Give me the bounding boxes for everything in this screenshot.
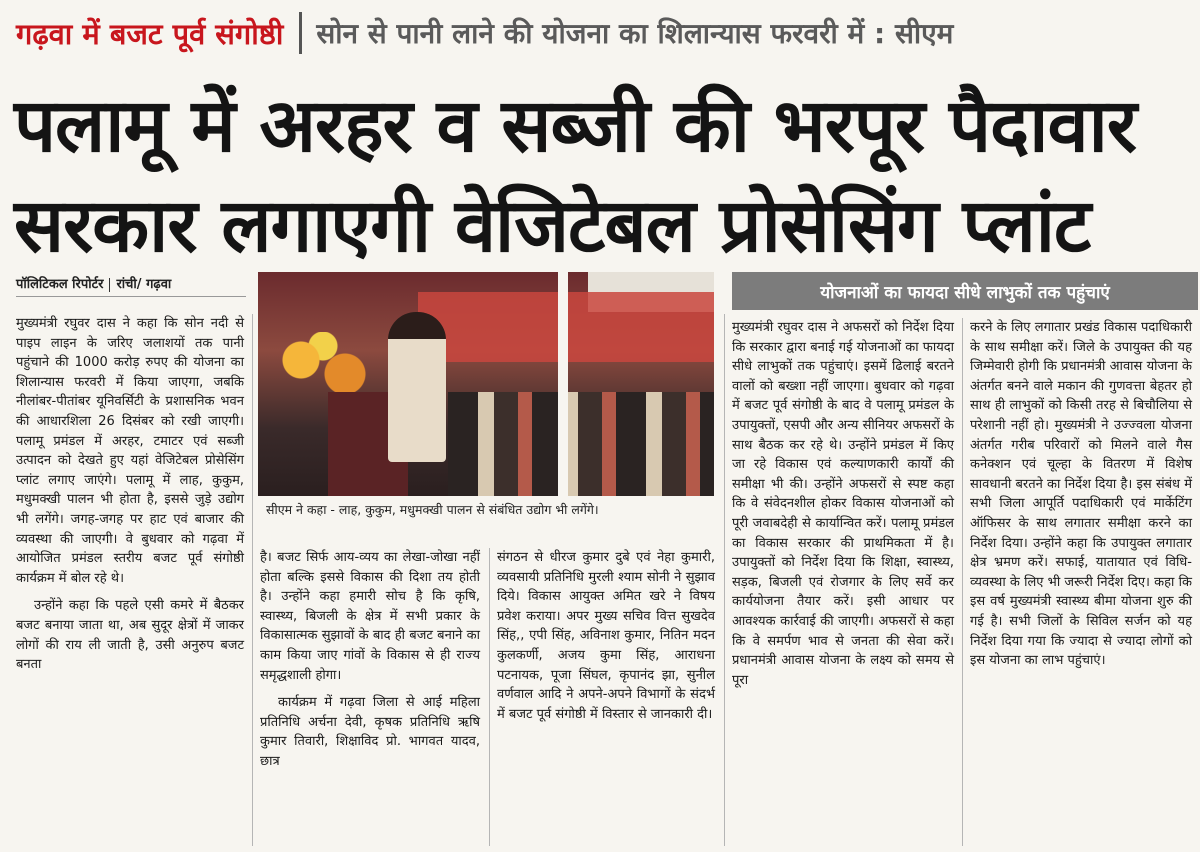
column-3-para-1: संगठन से धीरज कुमार दुबे एवं नेहा कुमारी, व्यवसायी प्रतिनिधि मुरली श्याम सोनी ने सुझाव दिये। विकास आयुक्त अमित खरे ने विषय प्रवेश कराया। अपर मुख्य सचिव वित्त सुखदेव सिंह,, एपी सिंह, अविनाश कुमार, नितिन मदन कुलकर्णी, अजय कुमा सिंह, आराधना पटनायक, पूजा सिंघल, कृपानंद झा, सुनील वर्णवाल आदि ने अपने-अपने विभागों के संदर्भ में बजट पूर्व संगोष्ठी में विस्तार से जानकारी दी। [497, 550, 715, 722]
column-1 [16, 314, 244, 675]
column-2-para-1: है। बजट सिर्फ आय-व्यय का लेखा-जोखा नहीं होता बल्कि इससे विकास की दिशा तय होती है। उन्होंने कहा हमारी सोच है कि कृषि, स्वास्थ्य, बिजली के क्षेत्र में सभी प्रकार के विकासात्मक सुझावों के बाद ही बजट बनाने का काम किया जाए गांवों के विकास से ही राज्य समृद्धशाली होगा। [260, 550, 480, 683]
column-5 [970, 318, 1192, 671]
column-1-para-1: मुख्यमंत्री रघुवर दास ने कहा कि सोन नदी से पाइप लाइन के जरिए जलाशयों तक पानी पहुंचाने की 1000 करोड़ रुपए की योजना का शिलान्यास फरवरी में किया जाएगा, जबकि नीलांबर-पीतांबर यूनिवर्सिटी के प्रशासनिक भवन की आधारशिला 26 दिसंबर को रखी जाएगी। पलामू प्रमंडल में अरहर, टमाटर एवं सब्जी उत्पादन को देखते हुए यहां वेजिटेबल प्रोसेसिंग प्लांट लगाए जाएंगे। पलामू में लाह, कुकुम, मधुमक्खी पालन भी होता है, इससे जुड़े उद्योग भी लगेंगे। जगह-जगह पर हाट एवं बाजार की व्यवस्था की जाएगी। वे बुधवार को गढ़वा में आयोजित प्रमंडल स्तरीय बजट पूर्व संगोष्ठी कार्यक्रम में बोल रहे थे। [16, 316, 244, 586]
column-rule-4 [962, 318, 963, 846]
sidebar-heading: योजनाओं का फायदा सीधे लाभुकों तक पहुंचाएं [732, 272, 1198, 310]
photo-divider [558, 272, 568, 496]
byline-rule [16, 296, 246, 297]
column-4-para-1: मुख्यमंत्री रघुवर दास ने अफसरों को निर्देश दिया कि सरकार द्वारा बनाई गई योजनाओं का फायदा सीधे लाभुकों तक पहुंचाएं। इसमें ढिलाई बरतने वालों को बख्शा नहीं जाएगा। बुधवार को गढ़वा में बजट पूर्व संगोष्ठी के बाद वे पलामू प्रमंडल के उपायुक्तों, एसपी और अन्य सीनियर अफसरों के साथ बैठक कर रहे थे। उन्होंने प्रमंडल में किए जा रहे विकास एवं कल्याणकारी कार्यों की समीक्षा भी की। उन्होंने अफसरों से स्पष्ट कहा कि वे संवेदनशील होकर विकास योजनाओं को पूरी जवाबदेही से कार्यान्वित करें। पलामू प्रमंडल का विकास सरकार की प्राथमिकता में है। उपायुक्तों को निर्देश दिया कि शिक्षा, स्वास्थ्य, सड़क, बिजली एवं रोजगार के लिए सर्वे कर कार्ययोजना तैयार करें। इसी आधार पर आवश्यक कार्रवाई की जाएगी। अफसरों से कहा कि वे समर्पण भाव से जनता की सेवा करें। प्रधानमंत्री आवास योजना के लक्ष्य को समय से पूरा [732, 320, 954, 688]
column-5-para-1: करने के लिए लगातार प्रखंड विकास पदाधिकारी के साथ समीक्षा करें। जिले के उपायुक्त की यह जिम्मेवारी होगी कि प्रधानमंत्री आवास योजना के अंतर्गत बनने वाले मकान की गुणवत्ता बेहतर हो साथ ही लाभुकों को किसी तरह से बिचौलिया से परेशानी नहीं हो। मुख्यमंत्री ने उज्ज्वला योजना अंतर्गत गरीब परिवारों को मिलने वाले गैस कनेक्शन एवं चूल्हा के वितरण में विशेष सावधानी बरतने का निर्देश दिया है। इस संबंध में सभी जिला आपूर्ति पदाधिकारी एवं मार्केटिंग ऑफिसर के साथ लगातार समीक्षा करने का निर्देश दिया। उन्होंने कहा कि उपायुक्त लगातार क्षेत्र भ्रमण करें। सफाई, यातायात एवं विधि-व्यवस्था के लिए भी जरूरी निर्देश दिए। कहा कि इस वर्ष मुख्यमंत्री स्वास्थ्य बीमा योजना शुरु की गई है। सभी जिलों के सिविल सर्जन को यह निर्देश दिया गया कि ज्यादा से ज्यादा लोगों को इस योजना का लाभ पहुंचाएं। [970, 320, 1192, 669]
column-2-para-2: कार्यक्रम में गढ़वा जिला से आई महिला प्रतिनिधि अर्चना देवी, कृषक प्रतिनिधि ऋषि कुमार तिवारी, शिक्षाविद प्रो. भागवत यादव, छात्र [260, 695, 480, 769]
byline-place: रांची/ गढ़वा [116, 277, 172, 292]
column-rule-2 [489, 548, 490, 846]
kicker-red: गढ़वा में बजट पूर्व संगोष्ठी [16, 16, 284, 51]
photo-speaker [388, 312, 446, 462]
event-photo [258, 272, 714, 496]
byline [16, 274, 171, 292]
headline-line-2: सरकार लगाएगी वेजिटेबल प्रोसेसिंग प्लांट [14, 183, 1091, 269]
kicker-divider [299, 12, 302, 54]
photo-caption: सीएम ने कहा - लाह, कुकुम, मधुमक्खी पालन से संबंधित उद्योग भी लगेंगे। [266, 502, 599, 517]
photo-audience [448, 392, 714, 496]
column-rule-1 [252, 314, 253, 846]
byline-reporter: पॉलिटिकल रिपोर्टर [16, 277, 104, 292]
column-1-para-2: उन्होंने कहा कि पहले एसी कमरे में बैठकर बजट बनाया जाता था, अब सुदूर क्षेत्रों में जाकर लोगों की राय ली जाती है, उसी अनुरुप बजट बनता [16, 598, 244, 673]
headline-line-1: पलामू में अरहर व सब्जी की भरपूर पैदावार [14, 83, 1137, 169]
column-2 [260, 548, 480, 772]
kicker-strip [0, 0, 1200, 66]
column-rule-3 [724, 314, 725, 846]
byline-divider [109, 278, 110, 292]
column-3 [497, 548, 715, 724]
column-4 [732, 318, 954, 690]
kicker-subhead: सोन से पानी लाने की योजना का शिलान्यास फरवरी में : सीएम [316, 17, 954, 50]
main-headline [14, 76, 1186, 276]
